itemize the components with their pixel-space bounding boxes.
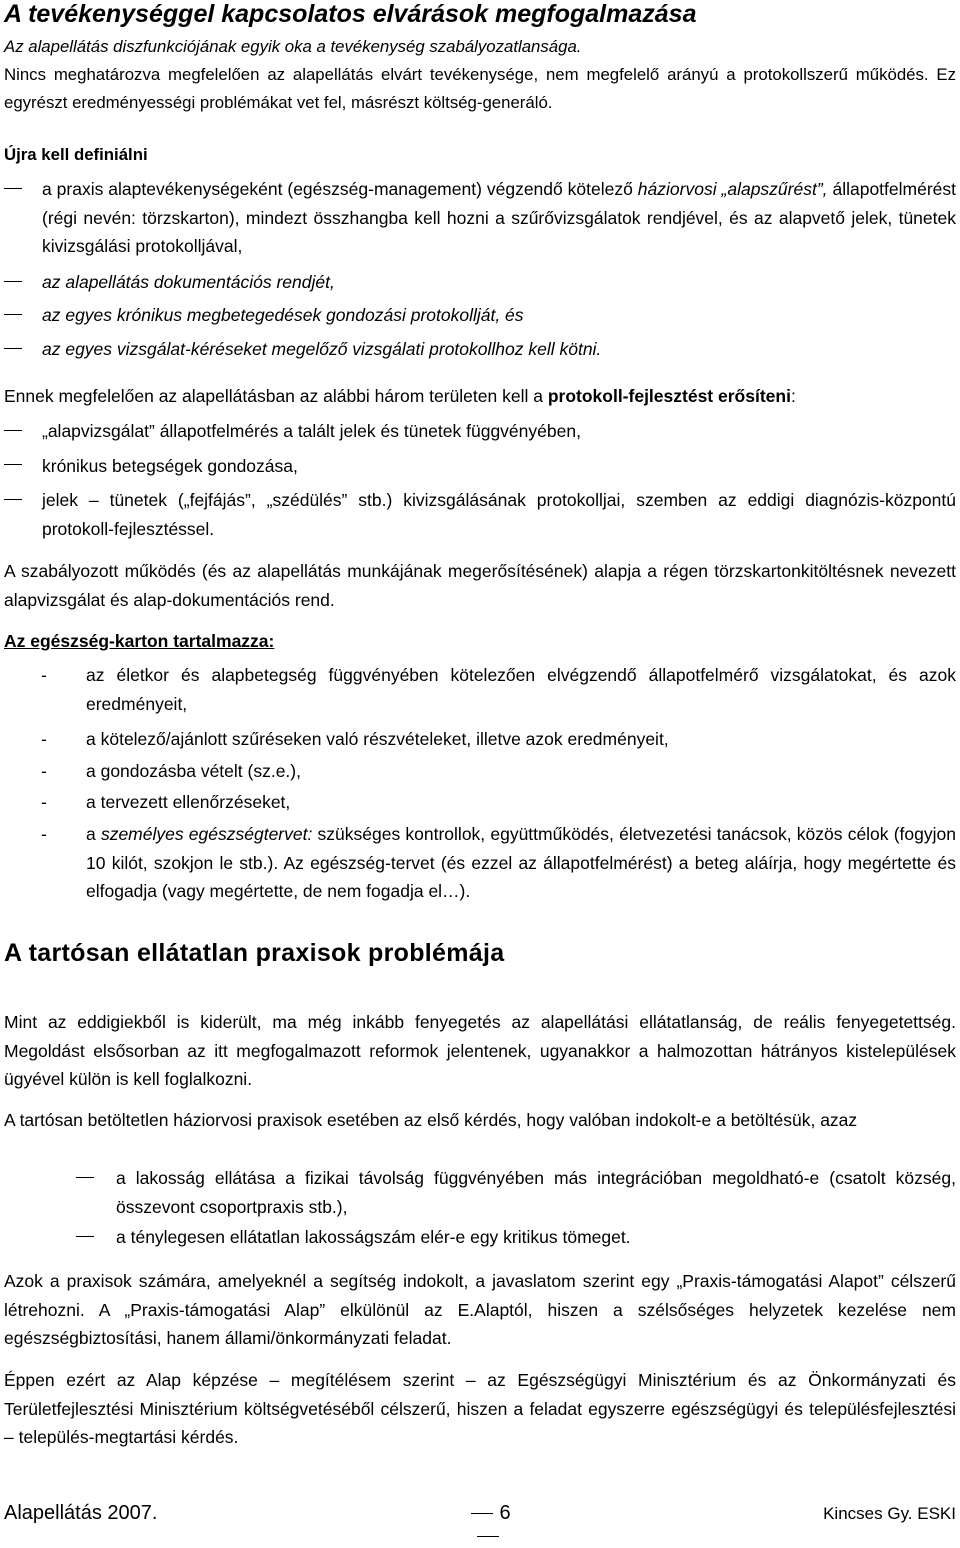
redefine-heading: Újra kell definiálni — [4, 145, 148, 164]
paragraph-2: A tartósan betöltetlen háziorvosi praxisok esetében az első kérdés, hogy valóban indokolt-e a betöltésük, azaz — [4, 1110, 858, 1130]
list-item — [4, 1164, 956, 1221]
list-item — [4, 335, 956, 364]
dash-bullet — [4, 175, 28, 204]
list-item-italic: az egyes krónikus megbetegedések gondozási protokollját, és — [42, 305, 524, 326]
list-item — [4, 486, 956, 543]
list-item-text: a kötelező/ajánlott szűréseken való részvételeket, illetve azok eredményeit, — [86, 729, 669, 750]
list-item — [4, 725, 956, 754]
dash-bullet — [4, 301, 28, 330]
list-item — [4, 452, 956, 481]
dash-bullet — [4, 452, 28, 481]
paragraph-1: Mint az eddigiekből is kiderült, ma még inkább fenyegetés az alapellátási ellátatlanság, de reális fenyegetettség. Megoldást elsősorban az itt megfogalmazott reformok jelentenek, ugyanakkor a halmozottan hátrányos kistelepülések ügyével külön is kell foglalkozni. — [4, 1012, 956, 1090]
footer-left: Alapellátás 2007. — [4, 1502, 158, 1524]
list-item-text: az életkor és alapbetegség függvényében kötelezően elvégzendő állapotfelmérő vizsgálatokat, és azok eredményeit, — [86, 665, 956, 714]
section-title-2: A tartósan ellátatlan praxisok problémája — [4, 939, 505, 967]
hyphen-bullet: - — [41, 665, 47, 685]
list-item-italic: az egyes vizsgálat-kéréseket megelőző vizsgálati protokollhoz kell kötni. — [42, 338, 602, 359]
card-list — [4, 661, 956, 906]
list-item-text: a tervezett ellenőrzéseket, — [86, 792, 291, 813]
list-item-text: állapotfelmérést (régi nevén: törzskarton), mindezt összhangba kell hozni a szűrővizsgálatok rendjével, és az alapvető jelek, tünetek kivizsgálási protokolljával, — [42, 179, 956, 257]
list-item-text: krónikus betegségek gondozása, — [42, 455, 298, 476]
list-item — [4, 757, 956, 786]
paragraph-text: Ennek megfelelően az alapellátásban az alábbi három területen kell a — [4, 386, 548, 406]
card-heading: Az egészség-karton tartalmazza: — [4, 631, 275, 651]
list-item-text: „alapvizsgálat” állapotfelmérés a talált jelek és tünetek függvényében, — [42, 421, 581, 441]
dash-bullet — [4, 486, 28, 515]
list-item-text: a gondozásba vételt (sz.e.), — [86, 760, 301, 781]
list-item — [4, 661, 956, 718]
list-item-text: szükséges kontrollok, együttműködés, életvezetési tanácsok, közös célok (fogyjon 10 kilót, szokjon le stb.). Az egészség-tervet (és ezzel az állapotfelmérést) a beteg aláírja, hogy megértette és elfogadja (vagy megértette, de nem fogadja el…). — [86, 823, 956, 902]
hyphen-bullet: - — [41, 729, 47, 750]
paragraph-text: : — [790, 386, 796, 406]
dash-bullet — [4, 417, 28, 446]
intro-italic-paragraph: Az alapellátás diszfunkciójának egyik oka a tevékenység szabályozatlansága. — [4, 37, 582, 56]
list-item — [4, 788, 956, 817]
hyphen-bullet: - — [41, 823, 47, 844]
dash-bullet — [76, 1164, 100, 1193]
redefine-list — [4, 175, 956, 364]
paragraph-4: Éppen ezért az Alap képzése – megítélésem szerint – az Egészségügyi Minisztérium és az Önkormányzati és Területfejlesztési Minisztérium költségvetéséből célszerű, hiszen a feladat egyszerre egészségügyi és településfejlesztési – település-megtartási kérdés. — [4, 1370, 956, 1448]
dash-bullet — [4, 268, 28, 297]
dash-bullet — [76, 1223, 100, 1252]
dash-bullet — [4, 335, 28, 364]
paragraph-3: Azok a praxisok számára, amelyeknél a segítség indokolt, a javaslatom szerint egy „Praxis-támogatási Alapot” célszerű létrehozni. A „Praxis-támogatási Alap” elkülönül az E.Alaptól, hiszen a szélsőséges helyzetek kezelése nem egészségbiztosítási, hanem állami/önkormányzati feladat. — [4, 1271, 956, 1349]
bold-text: protokoll-fejlesztést erősíteni — [547, 386, 791, 406]
list-item — [4, 1223, 956, 1252]
hyphen-bullet: - — [41, 792, 47, 813]
page-number — [458, 1502, 518, 1548]
footer-right: Kincses Gy. ESKI — [823, 1504, 956, 1523]
protocol-list — [4, 417, 956, 543]
list-item — [4, 301, 956, 330]
list-item — [4, 820, 956, 906]
list-item-text: jelek – tünetek („fejfájás”, „szédülés” stb.) kivizsgálásának protokolljai, szemben az eddigi diagnózis-központú protokoll-fejlesztéssel. — [42, 490, 956, 539]
list-item-text: a praxis alaptevékenységeként (egészség-management) végzendő kötelező — [42, 179, 638, 199]
p2-list — [4, 1164, 956, 1252]
list-item-text: a lakosság ellátása a fizikai távolság függvényében más integrációban megoldható-e (csatolt község, összevont csoportpraxis stb.), — [116, 1168, 956, 1217]
section-title: A tevékenységgel kapcsolatos elvárások megfogalmazása — [4, 0, 697, 28]
hyphen-bullet: - — [41, 760, 47, 781]
list-item-italic: háziorvosi „alapszűrést”, — [637, 179, 828, 199]
list-item — [4, 417, 956, 446]
list-item-italic: az alapellátás dokumentációs rendjét, — [42, 271, 335, 292]
intro-paragraph: Nincs meghatározva megfelelően az alapellátás elvárt tevékenysége, nem megfelelő arányú a protokollszerű működés. Ez egyrészt eredményességi problémákat vet fel, másrészt költség-generáló. — [4, 65, 956, 112]
regulated-paragraph: A szabályozott működés (és az alapellátás munkájának megerősítésének) alapja a régen törzskartonkitöltésnek nevezett alapvizsgálat és alap-dokumentációs rend. — [4, 561, 956, 610]
protocol-intro-paragraph — [4, 382, 956, 411]
list-item — [4, 268, 956, 297]
page-number-value: 6 — [499, 1502, 511, 1524]
list-item — [4, 175, 956, 261]
list-item-text: a ténylegesen ellátatlan lakosságszám elér-e egy kritikus tömeget. — [116, 1227, 631, 1248]
list-item-italic: személyes egészségtervet: — [100, 823, 313, 844]
list-item-text: a — [86, 823, 101, 844]
